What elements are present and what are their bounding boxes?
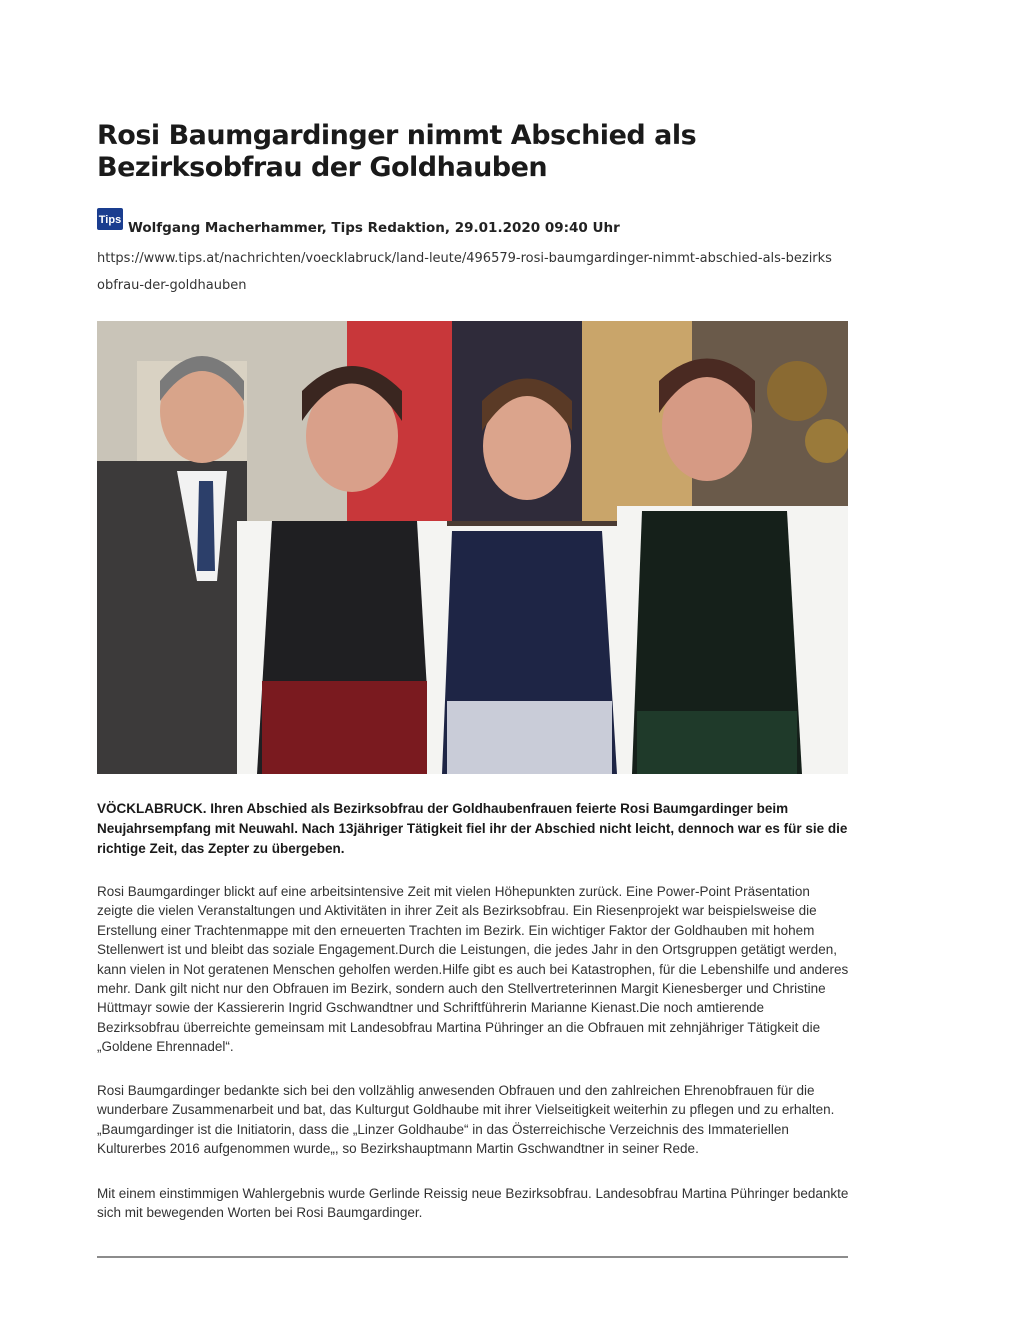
bottom-divider <box>97 1256 848 1258</box>
body-paragraph-3: Mit einem einstimmigen Wahlergebnis wurde Gerlinde Reissig neue Bezirksobfrau. Landesobfrau Martina Pühringer bedankte sich mit bewegenden Worten bei Rosi Baumgardinger. <box>97 1186 849 1221</box>
lead-paragraph: VÖCKLABRUCK. Ihren Abschied als Bezirksobfrau der Goldhaubenfrauen feierte Rosi Baumgardinger beim Neujahrsempfang mit Neuwahl. Nach 13jähriger Tätigkeit fiel ihr der Abschied nicht leicht, dennoch war es für sie die richtige Zeit, das Zepter zu übergeben. <box>97 801 848 856</box>
tips-logo-text: Tips <box>98 214 122 226</box>
article-url[interactable]: https://www.tips.at/nachrichten/voecklabruck/land-leute/496579-rosi-baumgardinger-nimmt-abschied-als-bezirksobfrau-der-goldhauben <box>97 251 832 293</box>
body-paragraph-1: Rosi Baumgardinger blickt auf eine arbeitsintensive Zeit mit vielen Höhepunkten zurück. Eine Power-Point Präsentation zeigte die vielen Veranstaltungen und Aktivitäten in ihrer Zeit als Bezirksobfrau. Ein Riesenprojekt war beispielsweise die Erstellung einer Trachtenmappe mit den erneuerten Trachten im Bezirk. Ein wichtiger Faktor der Goldhauben mit hohem Stellenwert ist und bleibt das soziale Engagement.Durch die Leistungen, die jedes Jahr in den Ortsgruppen getätigt werden, kann vielen in Not geratenen Menschen geholfen werden.Hilfe gibt es auch bei Katastrophen, für die Lebenshilfe und anderes mehr. Dank gilt nicht nur den Obfrauen im Bezirk, sondern auch den Stellvertreterinnen Margit Kienesberger und Christine Hüttmayr sowie der Kassiererin Ingrid Gschwandtner und Schriftführerin Marianne Kienast.Die noch amtierende Bezirksobfrau überreichte gemeinsam mit Landesobfrau Martina Pühringer an die Obfrauen mit zehnjähriger Tätigkeit die „Goldene Ehrennadel“. <box>97 884 849 1055</box>
group-photo-icon <box>97 321 848 774</box>
tips-logo-icon <box>97 208 123 230</box>
byline <box>97 208 857 234</box>
author-date: Wolfgang Macherhammer, Tips Redaktion, 29.01.2020 09:40 Uhr <box>128 220 620 236</box>
article-title: Rosi Baumgardinger nimmt Abschied als Bezirksobfrau der Goldhauben <box>97 120 697 183</box>
body-paragraph-2: Rosi Baumgardinger bedankte sich bei den vollzählig anwesenden Obfrauen und den zahlreichen Ehrenobfrauen für die wunderbare Zusammenarbeit und bat, das Kulturgut Goldhaube mit ihrer Vielseitigkeit weiterhin zu pflegen und zu erhalten.„Baumgardinger ist die Initiatorin, dass die „Linzer Goldhaube“ in das Österreichische Verzeichnis des Immateriellen Kulturerbes 2016 aufgenommen wurde„, so Bezirkshauptmann Martin Gschwandtner in seiner Rede. <box>97 1083 835 1157</box>
